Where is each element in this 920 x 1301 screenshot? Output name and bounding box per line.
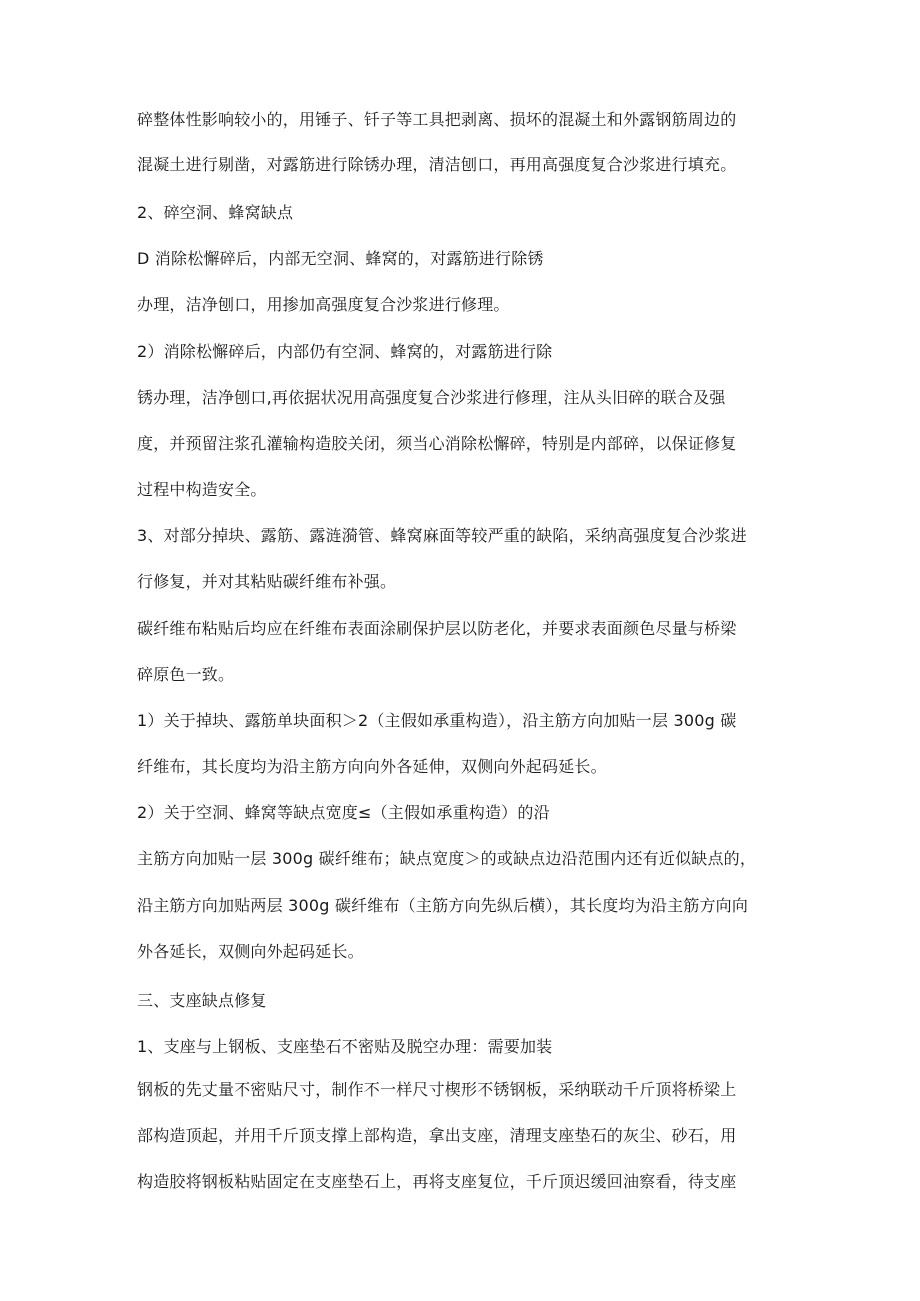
text-line-12: 碳纤维布粘贴后均应在纤维布表面涂刷保护层以防老化，并要求表面颜色尽量与桥梁 (137, 619, 737, 638)
text-line-2: 混凝土进行剔凿，对露筋进行除锈办理，清洁刨口，再用高强度复合沙浆进行填充。 (137, 155, 737, 174)
text-line-5: 办理，洁净刨口，用掺加高强度复合沙浆进行修理。 (137, 295, 510, 314)
text-line-7: 锈办理，洁净刨口,再依据状况用高强度复合沙浆进行修理，注从头旧碎的联合及强 (137, 388, 726, 407)
text-line-17: 主筋方向加贴一层 300g 碳纤维布；缺点宽度＞的或缺点边沿范围内还有近似缺点的， (137, 849, 757, 868)
text-line-1: 碎整体性影响较小的，用锤子、钎子等工具把剥离、损坏的混凝土和外露钢筋周边的 (137, 110, 737, 129)
text-line-11: 行修复，并对其粘贴碳纤维布补强。 (137, 572, 397, 591)
text-line-21: 1、支座与上钢板、支座垫石不密贴及脱空办理：需要加装 (137, 1037, 553, 1056)
chapter-heading-3: 三、支座缺点修复 (137, 991, 267, 1010)
text-line-13: 碎原色一致。 (137, 665, 235, 684)
text-line-22: 钢板的先丈量不密贴尺寸，制作不一样尺寸楔形不锈钢板，采纳联动千斤顶将桥梁上 (137, 1080, 737, 1099)
text-line-19: 外各延长，双侧向外起码延长。 (137, 942, 364, 961)
text-line-6: 2）消除松懈碎后，内部仍有空洞、蜂窝的，对露筋进行除 (137, 342, 553, 361)
text-line-23: 部构造顶起，并用千斤顶支撑上部构造，拿出支座，清理支座垫石的灰尘、砂石，用 (137, 1126, 737, 1145)
text-line-9: 过程中构造安全。 (137, 480, 267, 499)
text-line-4: D 消除松懈碎后，内部无空洞、蜂窝的，对露筋进行除锈 (137, 249, 544, 268)
section-heading-2: 2、碎空洞、蜂窝缺点 (137, 203, 294, 222)
text-line-15: 纤维布，其长度均为沿主筋方向向外各延伸，双侧向外起码延长。 (137, 757, 607, 776)
text-line-24: 构造胶将钢板粘贴固定在支座垫石上，再将支座复位，千斤顶迟缓回油察看，待支座 (137, 1172, 737, 1191)
section-heading-3: 3、对部分掉块、露筋、露涟漪管、蜂窝麻面等较严重的缺陷，采纳高强度复合沙浆进 (137, 526, 747, 545)
text-line-14: 1）关于掉块、露筋单块面积＞2（主假如承重构造），沿主筋方向加贴一层 300g 碳 (137, 711, 737, 730)
text-line-8: 度，并预留注浆孔灌输构造胶关闭，须当心消除松懈碎，特别是内部碎，以保证修复 (137, 434, 737, 453)
text-line-16: 2）关于空洞、蜂窝等缺点宽度≤（主假如承重构造）的沿 (137, 803, 550, 822)
text-line-18: 沿主筋方向加贴两层 300g 碳纤维布（主筋方向先纵后横），其长度均为沿主筋方向向 (137, 896, 749, 915)
